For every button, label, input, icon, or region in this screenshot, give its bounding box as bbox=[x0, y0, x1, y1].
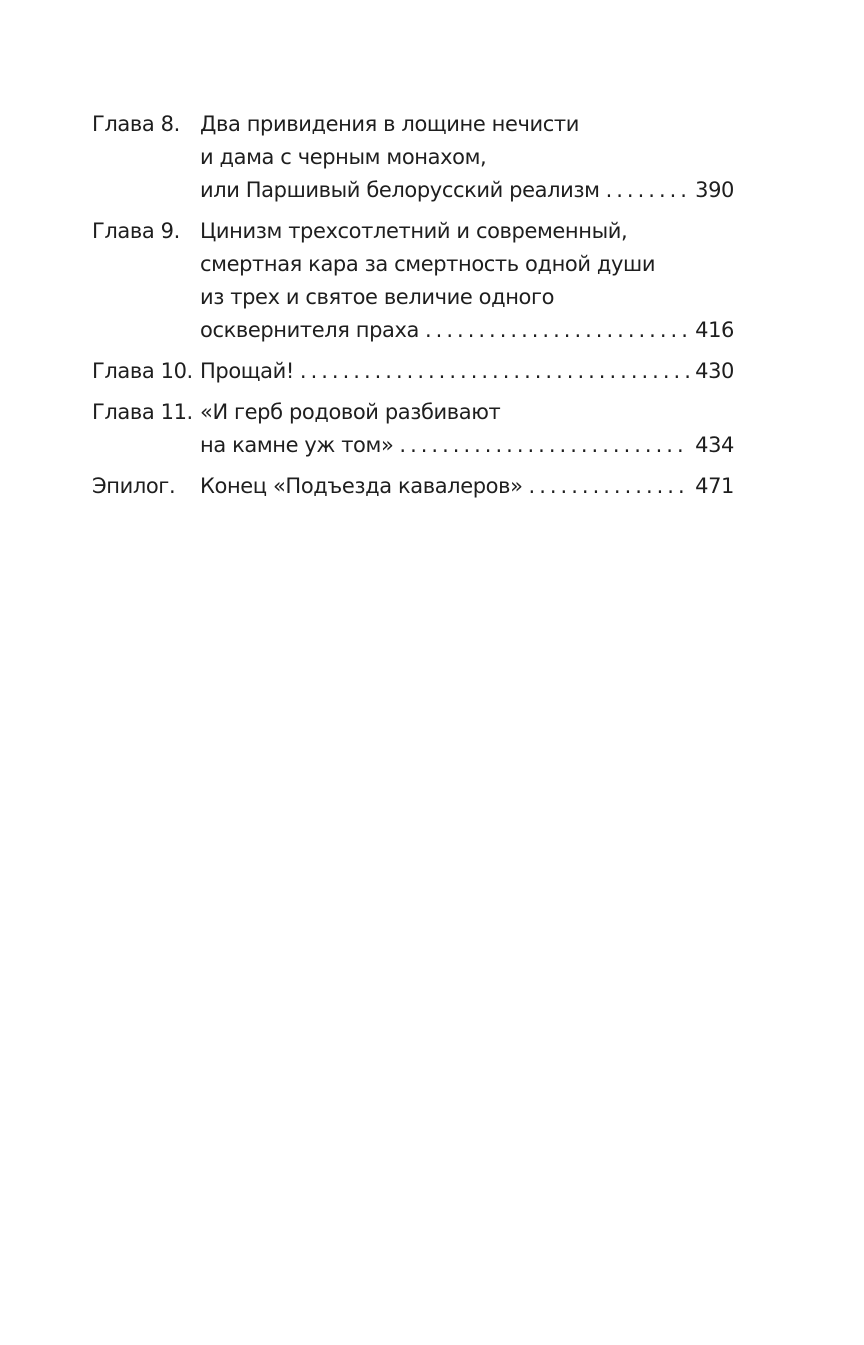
toc-entry-chapter-11 bbox=[92, 396, 734, 462]
chapter-title-last-line bbox=[200, 355, 734, 388]
page-number: 434 bbox=[695, 433, 734, 457]
dot-leader bbox=[300, 355, 689, 388]
chapter-label: Глава 9. bbox=[92, 219, 180, 243]
chapter-title-line: или Паршивый белорусский реализм bbox=[200, 178, 600, 202]
chapter-title-last-line bbox=[200, 470, 734, 503]
chapter-title-line: и дама с черным монахом, bbox=[200, 145, 487, 169]
page-number: 390 bbox=[695, 178, 734, 202]
chapter-title-line: «И герб родовой разбивают bbox=[200, 400, 501, 424]
page-number: 416 bbox=[695, 318, 734, 342]
chapter-label: Глава 8. bbox=[92, 112, 180, 136]
page-number: 430 bbox=[695, 359, 734, 383]
chapter-title-last-line bbox=[200, 174, 734, 207]
chapter-title-line: Прощай! bbox=[200, 359, 294, 383]
chapter-label: Эпилог. bbox=[92, 474, 176, 498]
chapter-label: Глава 10. bbox=[92, 359, 193, 383]
chapter-title bbox=[200, 355, 734, 388]
toc-entry-chapter-8 bbox=[92, 108, 734, 207]
dot-leader bbox=[399, 429, 689, 462]
toc-entry-chapter-9 bbox=[92, 215, 734, 347]
chapter-title bbox=[200, 396, 734, 462]
chapter-title-line: Два привидения в лощине нечисти bbox=[200, 112, 579, 136]
chapter-title bbox=[200, 470, 734, 503]
chapter-title-line: из трех и святое величие одного bbox=[200, 285, 555, 309]
dot-leader bbox=[529, 470, 690, 503]
toc-entry-epilogue bbox=[92, 470, 734, 503]
chapter-title-line: на камне уж том» bbox=[200, 433, 394, 457]
chapter-title bbox=[200, 215, 734, 347]
dot-leader bbox=[606, 174, 690, 207]
chapter-title bbox=[200, 108, 734, 207]
chapter-title-line: осквернителя праха bbox=[200, 318, 419, 342]
page-number: 471 bbox=[695, 474, 734, 498]
chapter-title-last-line bbox=[200, 314, 734, 347]
chapter-title-last-line bbox=[200, 429, 734, 462]
chapter-label: Глава 11. bbox=[92, 400, 193, 424]
dot-leader bbox=[425, 314, 689, 347]
chapter-title-line: Конец «Подъезда кавалеров» bbox=[200, 474, 523, 498]
table-of-contents bbox=[92, 108, 734, 511]
chapter-title-line: Цинизм трехсотлетний и современный, bbox=[200, 219, 628, 243]
toc-entry-chapter-10 bbox=[92, 355, 734, 388]
chapter-title-line: смертная кара за смертность одной души bbox=[200, 252, 656, 276]
